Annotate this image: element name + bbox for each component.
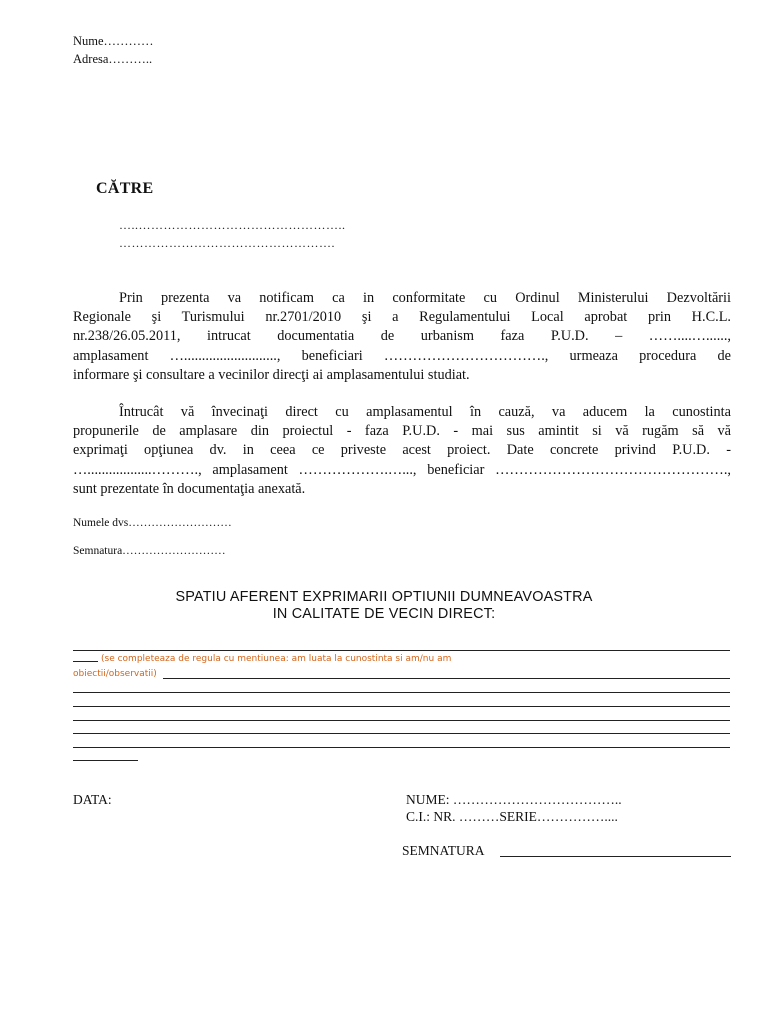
paragraph-line: nr.238/26.05.2011, intrucat documentatia de urbanism faza P.U.D. – ……....…......, — [73, 328, 731, 345]
header-name-field: Nume………… — [73, 34, 154, 48]
your-name-field: Numele dvs……………………… — [73, 517, 232, 529]
paragraph-line: amplasament ….........................., beneficiari ……………………………., urmeaza procedura de — [73, 347, 731, 364]
paragraph-line: …..................………., amplasament ……………….…..., beneficiar …………………………………………., — [73, 461, 731, 478]
answer-line-end — [73, 760, 138, 761]
answer-line — [163, 678, 730, 679]
paragraph-line: propunerile de amplasare din proiectul - faza P.U.D. - mai sus amintit si vă rugăm să vă — [73, 423, 731, 440]
option-section-heading: SPATIU AFERENT EXPRIMARII OPTIUNII DUMNEAVOASTRA — [175, 589, 593, 605]
paragraph-line: Prin prezenta va notificam ca in conformitate cu Ordinul Ministerului Dezvoltării — [119, 290, 731, 306]
neighbour-paragraph — [73, 403, 731, 499]
your-signature-field: Semnatura……………………… — [73, 545, 226, 557]
paragraph-line: sunt prezentate în documentaţia anexată. — [73, 480, 306, 497]
paragraph-line: Regionale şi Turismului nr.2701/2010 şi a Regulamentului Local aprobat prin H.C.L. — [73, 309, 731, 326]
instruction-text: (se completeaza de regula cu mentiunea: am luata la cunostinta si am/nu am — [101, 654, 452, 664]
id-card-field: C.I.: NR. ………SERIE…………….... — [406, 809, 618, 824]
instruction-note-continued: obiectii/observatii) — [73, 669, 157, 679]
footer-name-field: NUME: ……………………………….. — [406, 792, 622, 807]
recipient-line-2: ……………………………………………. — [119, 236, 335, 250]
answer-line — [73, 706, 730, 707]
notification-paragraph — [73, 289, 731, 385]
paragraph-line: exprimaţi opţiunea dv. in ceea ce priveste acest proiect. Date concrete privind P.U.D. - — [73, 442, 731, 459]
date-label: DATA: — [73, 792, 112, 807]
paragraph-line: informare şi consultare a vecinilor direcţi ai amplasamentului studiat. — [73, 366, 470, 383]
recipient-title: CĂTRE — [96, 180, 154, 197]
option-section-subheading: IN CALITATE DE VECIN DIRECT: — [272, 606, 496, 622]
answer-line — [73, 720, 730, 721]
answer-line — [73, 733, 730, 734]
footer-signature-label: SEMNATURA — [402, 843, 485, 858]
header-address-field: Adresa……….. — [73, 52, 153, 66]
answer-line — [73, 650, 730, 651]
answer-line — [73, 747, 730, 748]
answer-blank — [73, 661, 98, 662]
signature-line — [500, 856, 731, 857]
recipient-line-1: …..………………………………………….. — [119, 218, 346, 232]
answer-line — [73, 692, 730, 693]
paragraph-line: Întrucât vă învecinaţi direct cu amplasamentul în cauză, va aducem la cunostinta — [119, 404, 731, 420]
instruction-note — [73, 654, 451, 664]
